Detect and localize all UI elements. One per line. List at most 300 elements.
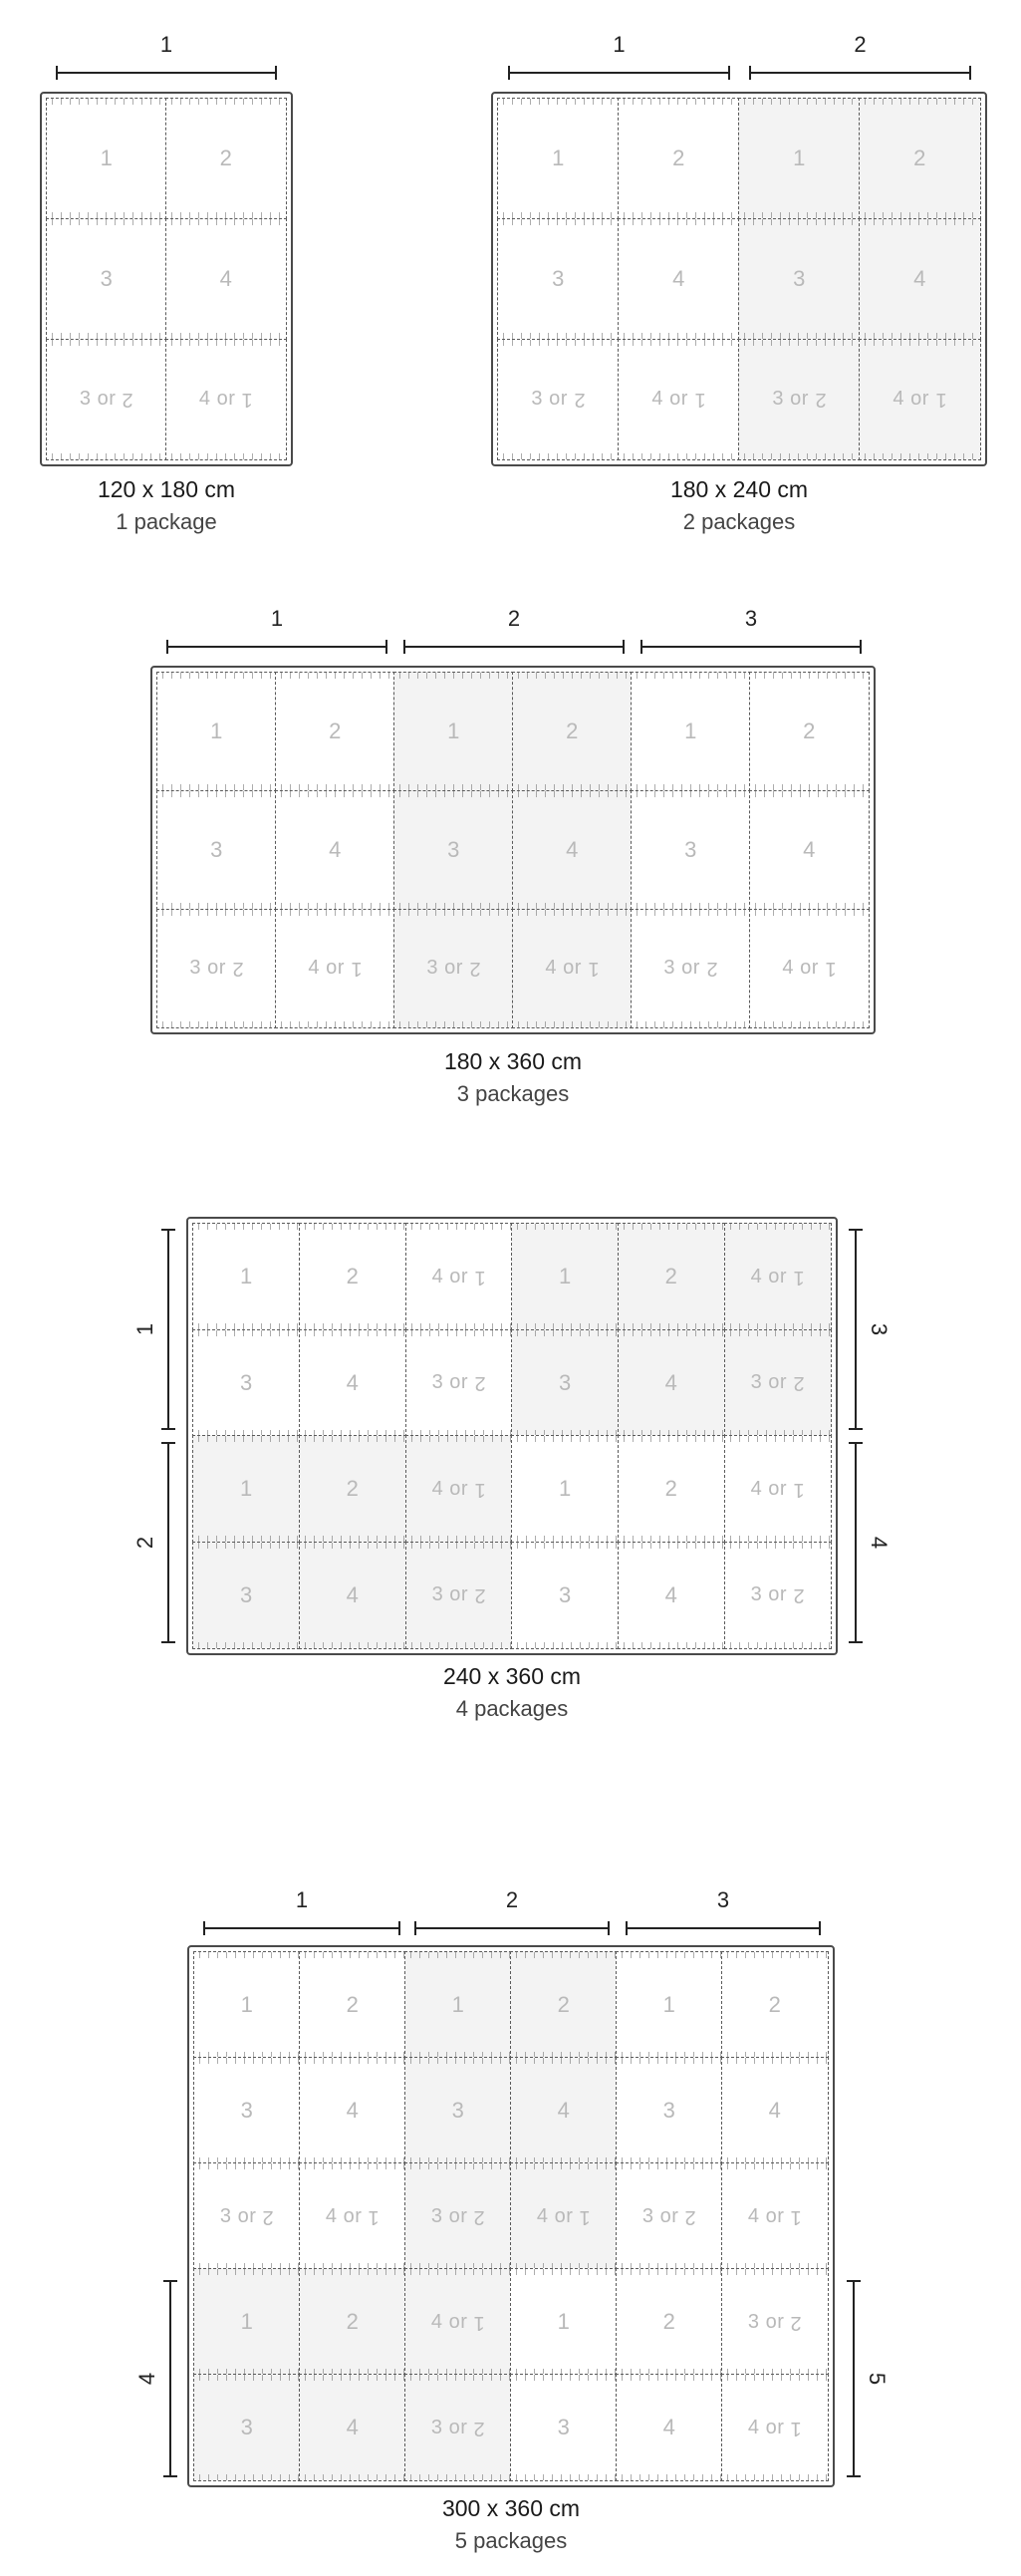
tile-number: 4 or [750,1477,794,1500]
tile-label [751,1583,805,1606]
tile-number: 4 [346,2098,360,2123]
caption [150,1048,876,1107]
tile-rotated-number: 2 [473,2205,486,2228]
tile-label [558,2098,571,2124]
bracket-number: 4 [867,1536,893,1550]
mat-tile [511,1542,619,1649]
mat-tile [156,672,277,791]
tile-rotated-number: 1 [934,389,947,412]
tile-number: 3 [557,2415,571,2439]
top-bracket-1 [56,32,277,80]
tile-number: 4 or [545,957,588,980]
tile-number: 3 [239,1369,253,1395]
tile-label [240,1582,253,1608]
tile-rotated-number: 2 [705,958,718,981]
tile-number: 4 [329,836,342,862]
tile-number: 3 [447,836,460,862]
tile-rotated-number: 2 [474,1584,486,1607]
tile-label [241,2415,254,2440]
mat-tile [618,1223,725,1330]
tile-rotated-number: 2 [474,1372,486,1395]
tile-number: 3 [684,836,697,862]
tile-number: 2 [913,145,926,171]
mat-tile [404,2268,512,2376]
packages-label: 2 packages [682,509,796,534]
tile-number: 1 [100,145,114,171]
mat-tile [721,2268,829,2376]
mat-tile [405,1223,513,1330]
tile-label [559,1476,572,1502]
tile-number: 1 [558,1476,572,1502]
tile-number: 3 [662,2098,676,2123]
mat-tile [618,339,740,460]
tile-number: 2 [346,2309,360,2334]
tile-grid [498,99,980,459]
dimension-label: 180 x 360 cm [443,1048,583,1074]
mat-tile [156,909,277,1028]
dimension-label: 120 x 180 cm [97,476,236,502]
tile-number: 1 [557,2309,571,2334]
tile-number: 3 or [430,2416,474,2438]
tile-number: 2 [346,1992,360,2017]
left-bracket-4 [133,2280,177,2477]
tile-label [531,388,585,411]
tile-number: 4 or [325,2204,369,2227]
tile-number: 1 [451,1992,465,2017]
tile-number: 4 [557,2098,571,2123]
tile-label [803,837,816,863]
caption [491,476,987,535]
tile-number: 4 or [893,388,935,411]
mat-tile [749,909,870,1028]
tile-label [347,1264,360,1289]
tile-number: 4 [219,265,233,291]
tile-label [240,1264,253,1289]
tile-number: 1 [558,1264,572,1289]
tile-label [684,718,697,744]
mat [150,666,876,1034]
mat-tile [859,218,981,340]
tile-number: 4 or [750,1265,794,1288]
mat-tile [616,1951,723,2059]
bracket-number: 2 [131,1536,157,1550]
mat-tile [299,1542,406,1649]
tile-number: 2 [803,718,816,744]
mat-tile [393,790,514,910]
mat [491,92,987,466]
tile-label [240,1476,253,1502]
tile-number: 4 or [536,2204,580,2227]
tile-number: 1 [447,718,460,744]
tile-rotated-number: 1 [693,389,706,412]
tile-label [748,2417,802,2439]
mat-tile [721,1951,829,2059]
tile-label [782,957,836,980]
tile-number: 3 or [79,388,123,411]
mat [186,1217,838,1655]
tile-number: 2 [662,2309,676,2334]
dimension-label: 240 x 360 cm [442,1663,582,1689]
tile-number: 3 or [663,957,706,980]
tile-number: 4 [672,265,685,291]
tile-label [432,1266,486,1288]
tile-label [326,2205,380,2228]
mat-tile [512,909,633,1028]
tile-grid [193,1224,831,1648]
mat-tile [299,1329,406,1437]
tile-label [793,145,806,171]
mat-tile [511,1223,619,1330]
right-bracket-5 [847,2280,891,2477]
tile-number: 4 or [747,2416,791,2438]
tile-label [566,837,579,863]
tile-label [101,145,114,171]
mat-tile [299,2162,406,2270]
bracket-number: 3 [867,1322,893,1336]
mat-tile [631,790,751,910]
tile-label [751,1371,805,1394]
mat-tile [193,1951,301,2059]
tile-label [893,388,946,411]
tile-label [241,2098,254,2124]
mat-tile [193,2374,301,2481]
tile-label [665,1582,678,1608]
bracket-number: 2 [507,606,521,631]
top-bracket-1 [166,606,387,654]
tile-label [220,145,233,171]
mat-tile [193,2057,301,2164]
mat-tile [497,339,620,460]
mat-tile [156,790,277,910]
tile-label [431,2205,485,2228]
tile-rotated-number: 2 [573,389,586,412]
tile-number: 3 [558,1581,572,1607]
tile-label [552,266,565,292]
tile-label [432,1583,486,1606]
tile-grid [194,1952,828,2480]
mat-tile [299,1223,406,1330]
mat-tile [724,1223,832,1330]
right-bracket-3 [849,1229,893,1430]
tile-label [199,388,253,411]
tile-number: 3 or [430,2204,474,2227]
top-bracket-2 [414,1887,610,1935]
tile-label [748,2311,802,2334]
mat [40,92,293,466]
tile-number: 2 [329,718,342,744]
mat-tile [510,1951,618,2059]
dimension-label: 180 x 240 cm [669,476,809,502]
tile-label [558,1992,571,2018]
tile-label [80,388,133,411]
mat-tile [405,1435,513,1543]
tile-label [748,2205,802,2228]
mat-tile [510,2162,618,2270]
mat-tile [275,672,395,791]
tile-number: 3 [558,1369,572,1395]
mat-tile [724,1542,832,1649]
mat-tile [275,790,395,910]
tile-number: 4 [566,836,579,862]
tile-number: 2 [346,1264,360,1289]
mat-tile [393,909,514,1028]
tile-label [220,2205,274,2228]
tile-label [347,1476,360,1502]
tile-label [672,145,685,171]
tile-label [913,266,926,292]
tile-number: 4 [346,1369,360,1395]
top-bracket-2 [749,32,971,80]
mat-tile [405,1542,513,1649]
tile-number: 1 [793,145,806,171]
mat-tile [616,2162,723,2270]
tile-number: 4 or [308,957,351,980]
right-bracket-4 [849,1442,893,1643]
tile-number: 3 [240,2415,254,2439]
tile-number: 2 [664,1476,678,1502]
tile-label [347,2415,360,2440]
tile-label [558,2415,571,2440]
tile-label [347,2098,360,2124]
tile-number: 4 [803,836,816,862]
bracket-number: 2 [505,1887,519,1912]
mat-tile [512,790,633,910]
tile-label [772,388,826,411]
mat-tile [299,1951,406,2059]
tile-label [241,1992,254,2018]
tile-label [769,2098,782,2124]
mat-tile [46,339,167,460]
tile-grid [47,99,286,459]
tile-rotated-number: 2 [793,1372,805,1395]
top-bracket-3 [640,606,862,654]
tile-rotated-number: 1 [790,2205,803,2228]
mat-tile [859,339,981,460]
tile-label [432,1371,486,1394]
tile-label [663,2415,676,2440]
mat-tile [738,218,861,340]
tile-label [672,266,685,292]
tile-label [751,1266,805,1288]
tile-number: 4 [346,1581,360,1607]
tile-label [684,837,697,863]
mat-tile [749,790,870,910]
tile-rotated-number: 1 [368,2205,381,2228]
tile-number: 4 or [431,1265,475,1288]
mat-tile [512,672,633,791]
tile-number: 1 [210,718,223,744]
tile-label [308,957,362,980]
tile-label [559,1370,572,1396]
tile-label [210,718,223,744]
tile-number: 3 [210,836,223,862]
tile-label [329,837,342,863]
tile-rotated-number: 1 [473,2311,486,2334]
tile-label [559,1582,572,1608]
tile-number: 2 [768,1992,782,2017]
tile-number: 3 [240,2098,254,2123]
tile-number: 3 [793,265,806,291]
tile-label [240,1370,253,1396]
mat-tile [738,98,861,219]
tile-label [663,2098,676,2124]
mat-tile [165,218,287,340]
tile-number: 2 [664,1264,678,1289]
tile-label [210,837,223,863]
mat-tile [393,672,514,791]
tile-number: 3 [451,2098,465,2123]
tile-number: 3 or [750,1583,794,1606]
mat-tile [510,2374,618,2481]
tile-number: 3 or [641,2204,685,2227]
tile-rotated-number: 2 [262,2205,275,2228]
tile-label [545,957,599,980]
mat-tile [404,2162,512,2270]
tile-rotated-number: 1 [241,389,254,412]
bracket-number: 1 [159,32,173,57]
mat-tile [511,1329,619,1437]
tile-number: 1 [552,145,565,171]
mat-tile [510,2268,618,2376]
mat-tile [618,218,740,340]
mat-tile [192,1223,300,1330]
mat-tile [404,2057,512,2164]
tile-label [558,2309,571,2335]
mat-tile [724,1435,832,1543]
tile-rotated-number: 2 [790,2311,803,2334]
tile-number: 2 [566,718,579,744]
tile-number: 4 [346,2415,360,2439]
mat-tile [631,672,751,791]
packages-label: 4 packages [455,1696,569,1721]
tile-label [663,1992,676,2018]
tile-label [347,1370,360,1396]
mat-tile [299,2057,406,2164]
tile-number: 3 or [431,1583,475,1606]
tile-rotated-number: 2 [814,389,827,412]
tile-rotated-number: 1 [474,1478,486,1501]
tile-number: 3 [552,265,565,291]
caption [40,476,293,535]
top-bracket-1 [203,1887,400,1935]
tile-label [665,1476,678,1502]
tile-number: 2 [346,1476,360,1502]
tile-rotated-number: 1 [350,958,363,981]
mat-tile [616,2057,723,2164]
tile-number: 3 [239,1581,253,1607]
mat-tile [404,1951,512,2059]
tile-number: 4 or [747,2204,791,2227]
tile-label [663,2309,676,2335]
mat-tile [721,2057,829,2164]
mat-tile [192,1329,300,1437]
bracket-number: 1 [270,606,284,631]
tile-label [431,2311,485,2334]
mat-tile [618,1542,725,1649]
mat-tile [46,98,167,219]
tile-rotated-number: 1 [824,958,837,981]
tile-label [241,2309,254,2335]
tile-rotated-number: 1 [793,1478,805,1501]
mat-tile [511,1435,619,1543]
top-bracket-1 [508,32,730,80]
tile-number: 4 [913,265,926,291]
tile-number: 3 [100,265,114,291]
tile-label [552,145,565,171]
tile-number: 4 or [782,957,825,980]
tile-label [559,1264,572,1289]
mat-tile [192,1542,300,1649]
mat-tile [631,909,751,1028]
bracket-number: 1 [613,32,626,57]
mat-tile [618,1435,725,1543]
tile-rotated-number: 2 [231,958,244,981]
tile-number: 2 [219,145,233,171]
bracket-number: 1 [295,1887,309,1912]
tile-grid [157,673,869,1027]
mat-tile [616,2374,723,2481]
tile-label [566,718,579,744]
tile-label [452,2098,465,2124]
tile-rotated-number: 2 [122,389,134,412]
mat-tile [404,2374,512,2481]
mat-tile [165,98,287,219]
tile-label [769,1992,782,2018]
tile-label [793,266,806,292]
tile-label [189,957,243,980]
tile-number: 4 [664,1581,678,1607]
tile-label [347,1582,360,1608]
tile-label [665,1370,678,1396]
mat-tile [859,98,981,219]
top-bracket-2 [403,606,625,654]
tile-label [642,2205,696,2228]
tile-label [913,145,926,171]
tile-number: 1 [239,1476,253,1502]
packages-label: 3 packages [456,1081,570,1106]
caption [187,2495,835,2554]
tile-number: 1 [684,718,697,744]
mat-tile [193,2268,301,2376]
tile-rotated-number: 1 [587,958,600,981]
mat-tile [618,1329,725,1437]
mat-tile [405,1329,513,1437]
mat-tile [192,1435,300,1543]
tile-label [347,2309,360,2335]
tile-number: 3 or [431,1371,475,1394]
mat-tile [193,2162,301,2270]
bracket-number: 2 [854,32,867,57]
bracket-number: 4 [133,2372,159,2386]
packages-label: 1 package [116,509,217,534]
tile-label [101,266,114,292]
tile-number: 3 or [219,2204,263,2227]
tile-label [431,2417,485,2439]
tile-rotated-number: 2 [793,1584,805,1607]
packages-label: 5 packages [454,2528,568,2553]
mat-tile [721,2374,829,2481]
tile-label [751,1478,805,1501]
top-bracket-3 [626,1887,821,1935]
tile-number: 3 or [189,957,232,980]
mat-tile [616,2268,723,2376]
tile-number: 1 [240,2309,254,2334]
tile-number: 4 [768,2098,782,2123]
tile-number: 2 [672,145,685,171]
mat-tile [275,909,395,1028]
tile-label [803,718,816,744]
tile-label [447,718,460,744]
